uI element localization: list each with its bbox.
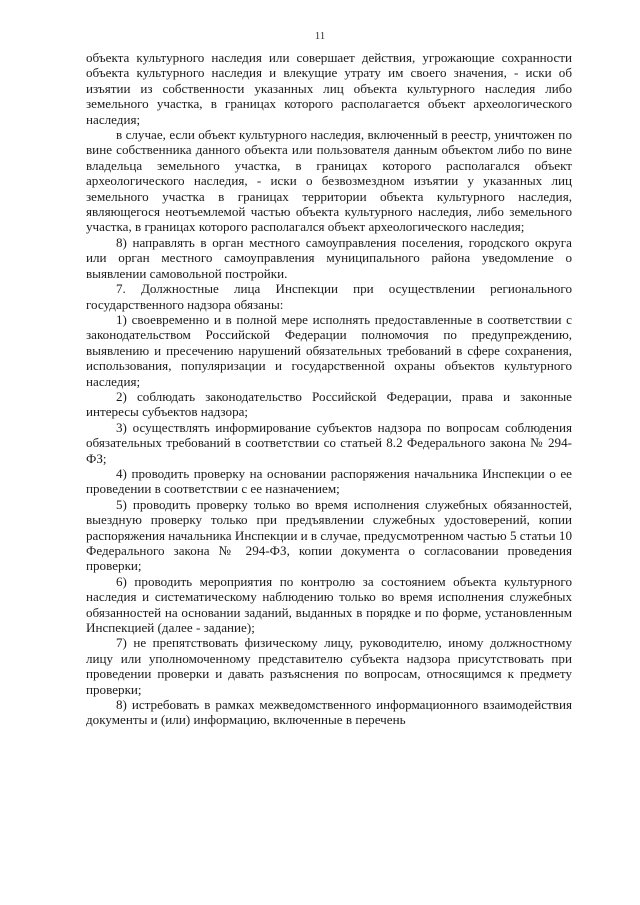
- paragraph-duty-5: 5) проводить проверку только во время исполнения служебных обязанностей, выездную проверку только при предъявлении служебных удостоверений, копии распоряжения начальника Инспекции и в случае, предусмотренном частью 5 статьи 10 Федерального закона № 294-ФЗ, копии документа о согласовании проведения проверки;: [86, 496, 572, 574]
- paragraph-duty-1: 1) своевременно и в полной мере исполнять предоставленные в соответствии с законодательством Российской Федерации полномочия по предупреждению, выявлению и пресечению нарушений обязательных требований в сфере сохранения, использования, популяризации и государственной охраны объектов культурного наследия;: [86, 311, 572, 389]
- document-body: [86, 50, 572, 728]
- paragraph-section-7: 7. Должностные лица Инспекции при осуществлении регионального государственного надзора обязаны:: [86, 281, 572, 312]
- page-number: 11: [314, 30, 326, 42]
- paragraph-duty-2: 2) соблюдать законодательство Российской Федерации, права и законные интересы субъектов надзора;: [86, 388, 572, 420]
- paragraph-duty-6: 6) проводить мероприятия по контролю за состоянием объекта культурного наследия и систематическому наблюдению только во время исполнения служебных обязанностей на основании заданий, выданных в порядке и по форме, установленным Инспекцией (далее - задание);: [86, 573, 572, 636]
- paragraph-duty-4: 4) проводить проверку на основании распоряжения начальника Инспекции о ее проведении в соответствии с ее назначением;: [86, 465, 572, 497]
- paragraph-duty-8: 8) истребовать в рамках межведомственного информационного взаимодействия документы и (или) информацию, включенные в перечень: [86, 697, 572, 728]
- paragraph-duty-3: 3) осуществлять информирование субъектов надзора по вопросам соблюдения обязательных требований в соответствии со статьей 8.2 Федерального закона № 294-ФЗ;: [86, 419, 572, 466]
- paragraph-destroyed-object: в случае, если объект культурного наследия, включенный в реестр, уничтожен по вине собственника данного объекта или пользователя данным объектом либо по вине владельца земельного участка, в границах которого располагался объект археологического наследия, - иски о безвозмездном изъятии у указанных лиц земельного участка в границах территории объекта культурного наследия, являющегося неотъемлемой частью объекта культурного наследия, либо земельного участка, в границах которого располагался объект археологического наследия;: [86, 127, 572, 235]
- paragraph-continuation: объекта культурного наследия или совершает действия, угрожающие сохранности объекта культурного наследия и влекущие утрату им своего значения, - иски об изъятии из собственности указанных лиц объекта культурного наследия либо земельного участка, в границах которого располагается объект археологического наследия;: [86, 50, 572, 127]
- paragraph-duty-7: 7) не препятствовать физическому лицу, руководителю, иному должностному лицу или уполномоченному представителю субъекта надзора присутствовать при проведении проверки и давать разъяснения по вопросам, относящимся к предмету проверки;: [86, 635, 572, 697]
- paragraph-item-8-notify: 8) направлять в орган местного самоуправления поселения, городского округа или орган местного самоуправления муниципального района уведомление о выявлении самовольной постройки.: [86, 234, 572, 281]
